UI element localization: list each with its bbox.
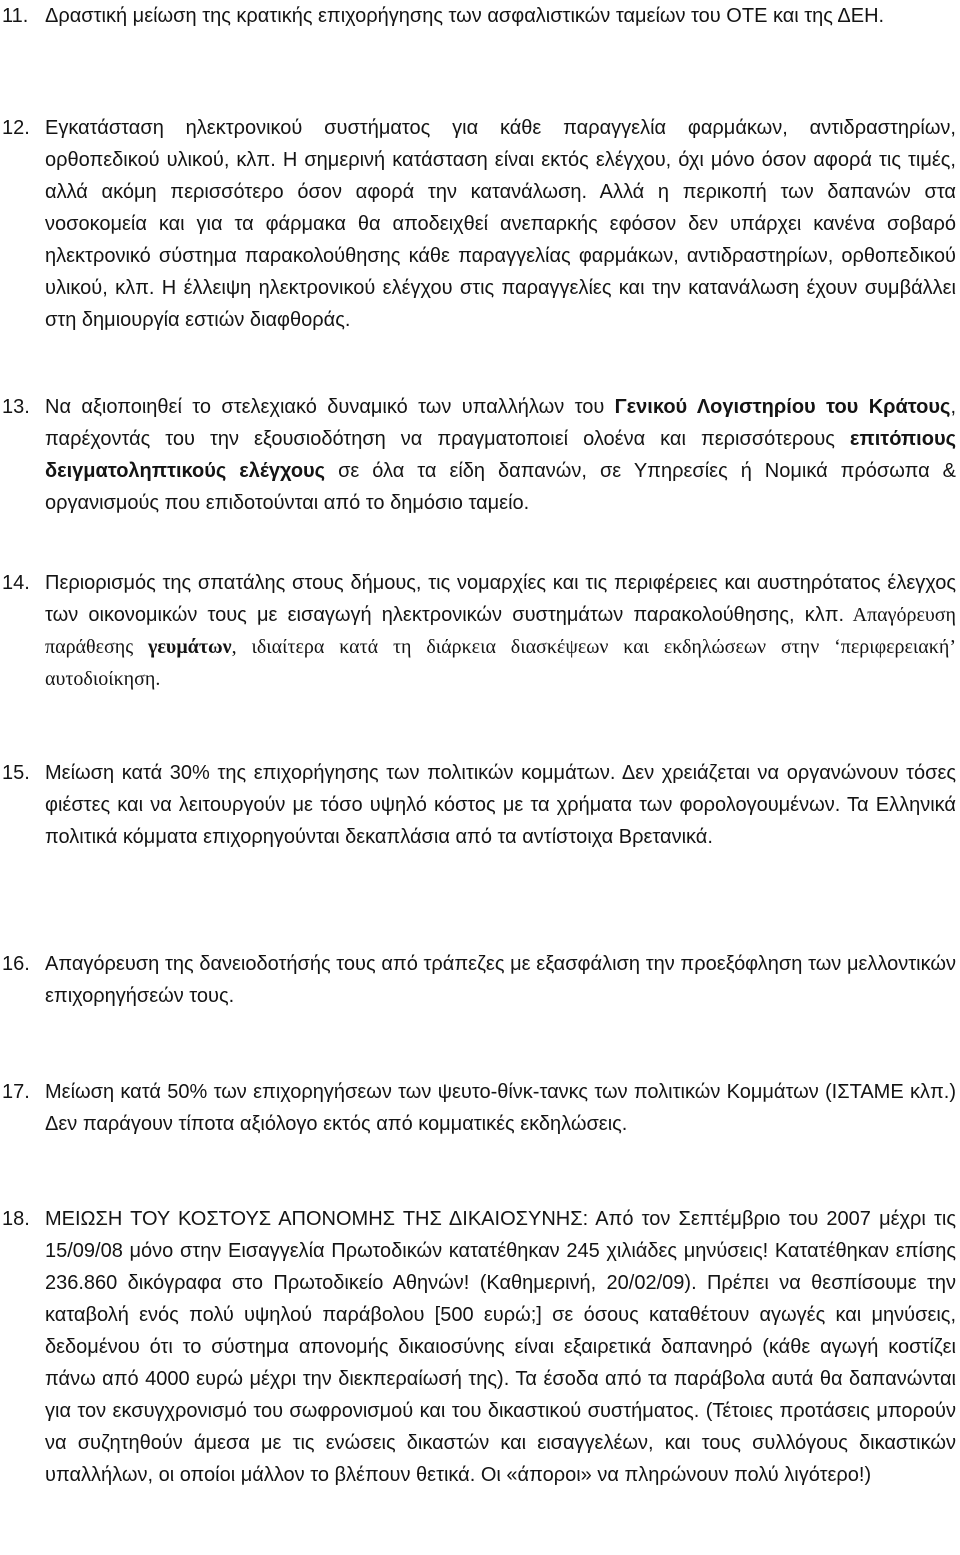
list-item [0, 0, 956, 32]
text-segment: , παρέχοντάς του την εξουσιοδότηση να πραγματοποιεί ολοένα και περισσότερους [45, 396, 956, 450]
item-number: 13. [2, 396, 30, 418]
item-text: Μείωση κατά 50% των επιχορηγήσεων των ψευτο-θίνκ-τανκς των πολιτικών Κομμάτων (ΙΣΤΑΜΕ κλπ.) Δεν παράγουν τίποτα αξιόλογο εκτός από κομματικές εκδηλώσεις. [45, 1081, 956, 1135]
item-text: Μείωση κατά 30% της επιχορήγησης των πολιτικών κομμάτων. Δεν χρειάζεται να οργανώνουν τόσες φιέστες και να λειτουργούν με τόσο υψηλό κόστος με τα χρήματα των φορολογουμένων. Τα Ελληνικά πολιτικά κόμματα επιχορηγούνται δεκαπλάσια από τα αντίστοιχα Βρετανικά. [45, 762, 956, 848]
item-number: 12. [2, 117, 30, 139]
item-text [45, 391, 956, 519]
item-text: Εγκατάσταση ηλεκτρονικού συστήματος για κάθε παραγγελία φαρμάκων, αντιδραστηρίων, ορθοπεδικού υλικού, κλπ. Η σημερινή κατάσταση είναι εκτός ελέγχου, όχι μόνο όσον αφορά τις τιμές, αλλά ακόμη περισσότερο όσον αφορά την κατανάλωση. Αλλά η περικοπή των δαπανών στα νοσοκομεία και για τα φάρμακα θα αποδειχθεί ανεπαρκής εφόσον δεν υπάρχει κανένα σοβαρό ηλεκτρονικό σύστημα παρακολούθησης κάθε παραγγελίας φαρμάκων, αντιδραστηρίων, ορθοπεδικού υλικού, κλπ. Η έλλειψη ηλεκτρονικού ελέγχου στις παραγγελίες και την κατανάλωση έχουν συμβάλλει στη δημιουργία εστιών διαφθοράς. [45, 117, 956, 331]
item-number: 16. [2, 953, 30, 975]
item-text: Δραστική μείωση της κρατικής επιχορήγησης των ασφαλιστικών ταμείων του ΟΤΕ και της ΔΕΗ. [45, 5, 885, 27]
item-text: ΜΕΙΩΣΗ ΤΟΥ ΚΟΣΤΟΥΣ ΑΠΟΝΟΜΗΣ ΤΗΣ ΔΙΚΑΙΟΣΥΝΗΣ: Από τον Σεπτέμβριο του 2007 μέχρι τις 15/09/08 μόνο στην Εισαγγελία Πρωτοδικών κατατέθηκαν 245 χιλιάδες μηνύσεις! Κατατέθηκαν επίσης 236.860 δικόγραφα στο Πρωτοδικείο Αθηνών! (Καθημερινή, 20/02/09). Πρέπει να θεσπίσουμε την καταβολή ενός πολύ υψηλού παράβολου [500 ευρώ;] σε όσους καταθέτουν αγωγές και μηνύσεις, δεδομένου ότι το σύστημα απονομής δικαιοσύνης είναι εξαιρετικά δαπανηρό (κάθε αγωγή κοστίζει πάνω από 4000 ευρώ μέχρι την διεκπεραίωσή της). Τα έσοδα από τα παράβολα αυτά θα δαπανώνται για τον εκσυγχρονισμό του σωφρονισμού και του δικαστικού συστήματος. (Τέτοιες προτάσεις μπορούν να συζητηθούν άμεσα με τις ενώσεις δικαστών και εισαγγελέων, και τους συλλόγους δικαστικών υπαλλήλων, οι οποίοι μάλλον το βλέπουν θετικά. Οι «άποροι» να πληρώνουν πολύ λιγότερο!) [45, 1208, 956, 1486]
list-item [0, 567, 956, 695]
item-number: 18. [2, 1208, 30, 1230]
text-segment: σε όλα τα είδη δαπανών, σε Υπηρεσίες ή Νομικά πρόσωπα & οργανισμούς που επιδοτούνται από το δημόσιο ταμείο. [45, 460, 956, 514]
list-item [0, 391, 956, 519]
serif-text: , ιδιαίτερα κατά τη διάρκεια διασκέψεων και εκδηλώσεων στην ‘περιφερειακή’ αυτοδιοίκηση. [45, 636, 956, 690]
item-text: Απαγόρευση της δανειοδοτήσής τους από τράπεζες με εξασφάλιση την προεξόφληση των μελλοντικών επιχορηγήσεών τους. [45, 953, 956, 1007]
list-item [0, 112, 956, 336]
bold-text: Γενικού Λογιστηρίου του Κράτους [614, 396, 951, 418]
item-number: 11. [2, 5, 29, 27]
text-segment: Περιορισμός της σπατάλης στους δήμους, τις νομαρχίες και τις περιφέρειες και αυστηρότατος έλεγχος των οικονομικών τους με εισαγωγή ηλεκτρονικών συστημάτων παρακολούθησης, κλπ. [45, 572, 956, 626]
serif-text: Απαγόρευση παράθεσης [45, 604, 957, 658]
list-item [0, 948, 956, 1012]
bold-text: επιτόπιους δειγματοληπτικούς ελέγχους [45, 428, 956, 482]
item-number: 15. [2, 762, 30, 784]
list-item [0, 1203, 956, 1491]
list-item [0, 1076, 956, 1140]
item-number: 17. [2, 1081, 30, 1103]
text-segment: Να αξιοποιηθεί το στελεχιακό δυναμικό των υπαλλήλων του [45, 396, 615, 418]
list-item [0, 757, 956, 853]
bold-serif-text: γευμάτων [148, 636, 232, 658]
item-number: 14. [2, 572, 30, 594]
item-text [45, 567, 956, 695]
